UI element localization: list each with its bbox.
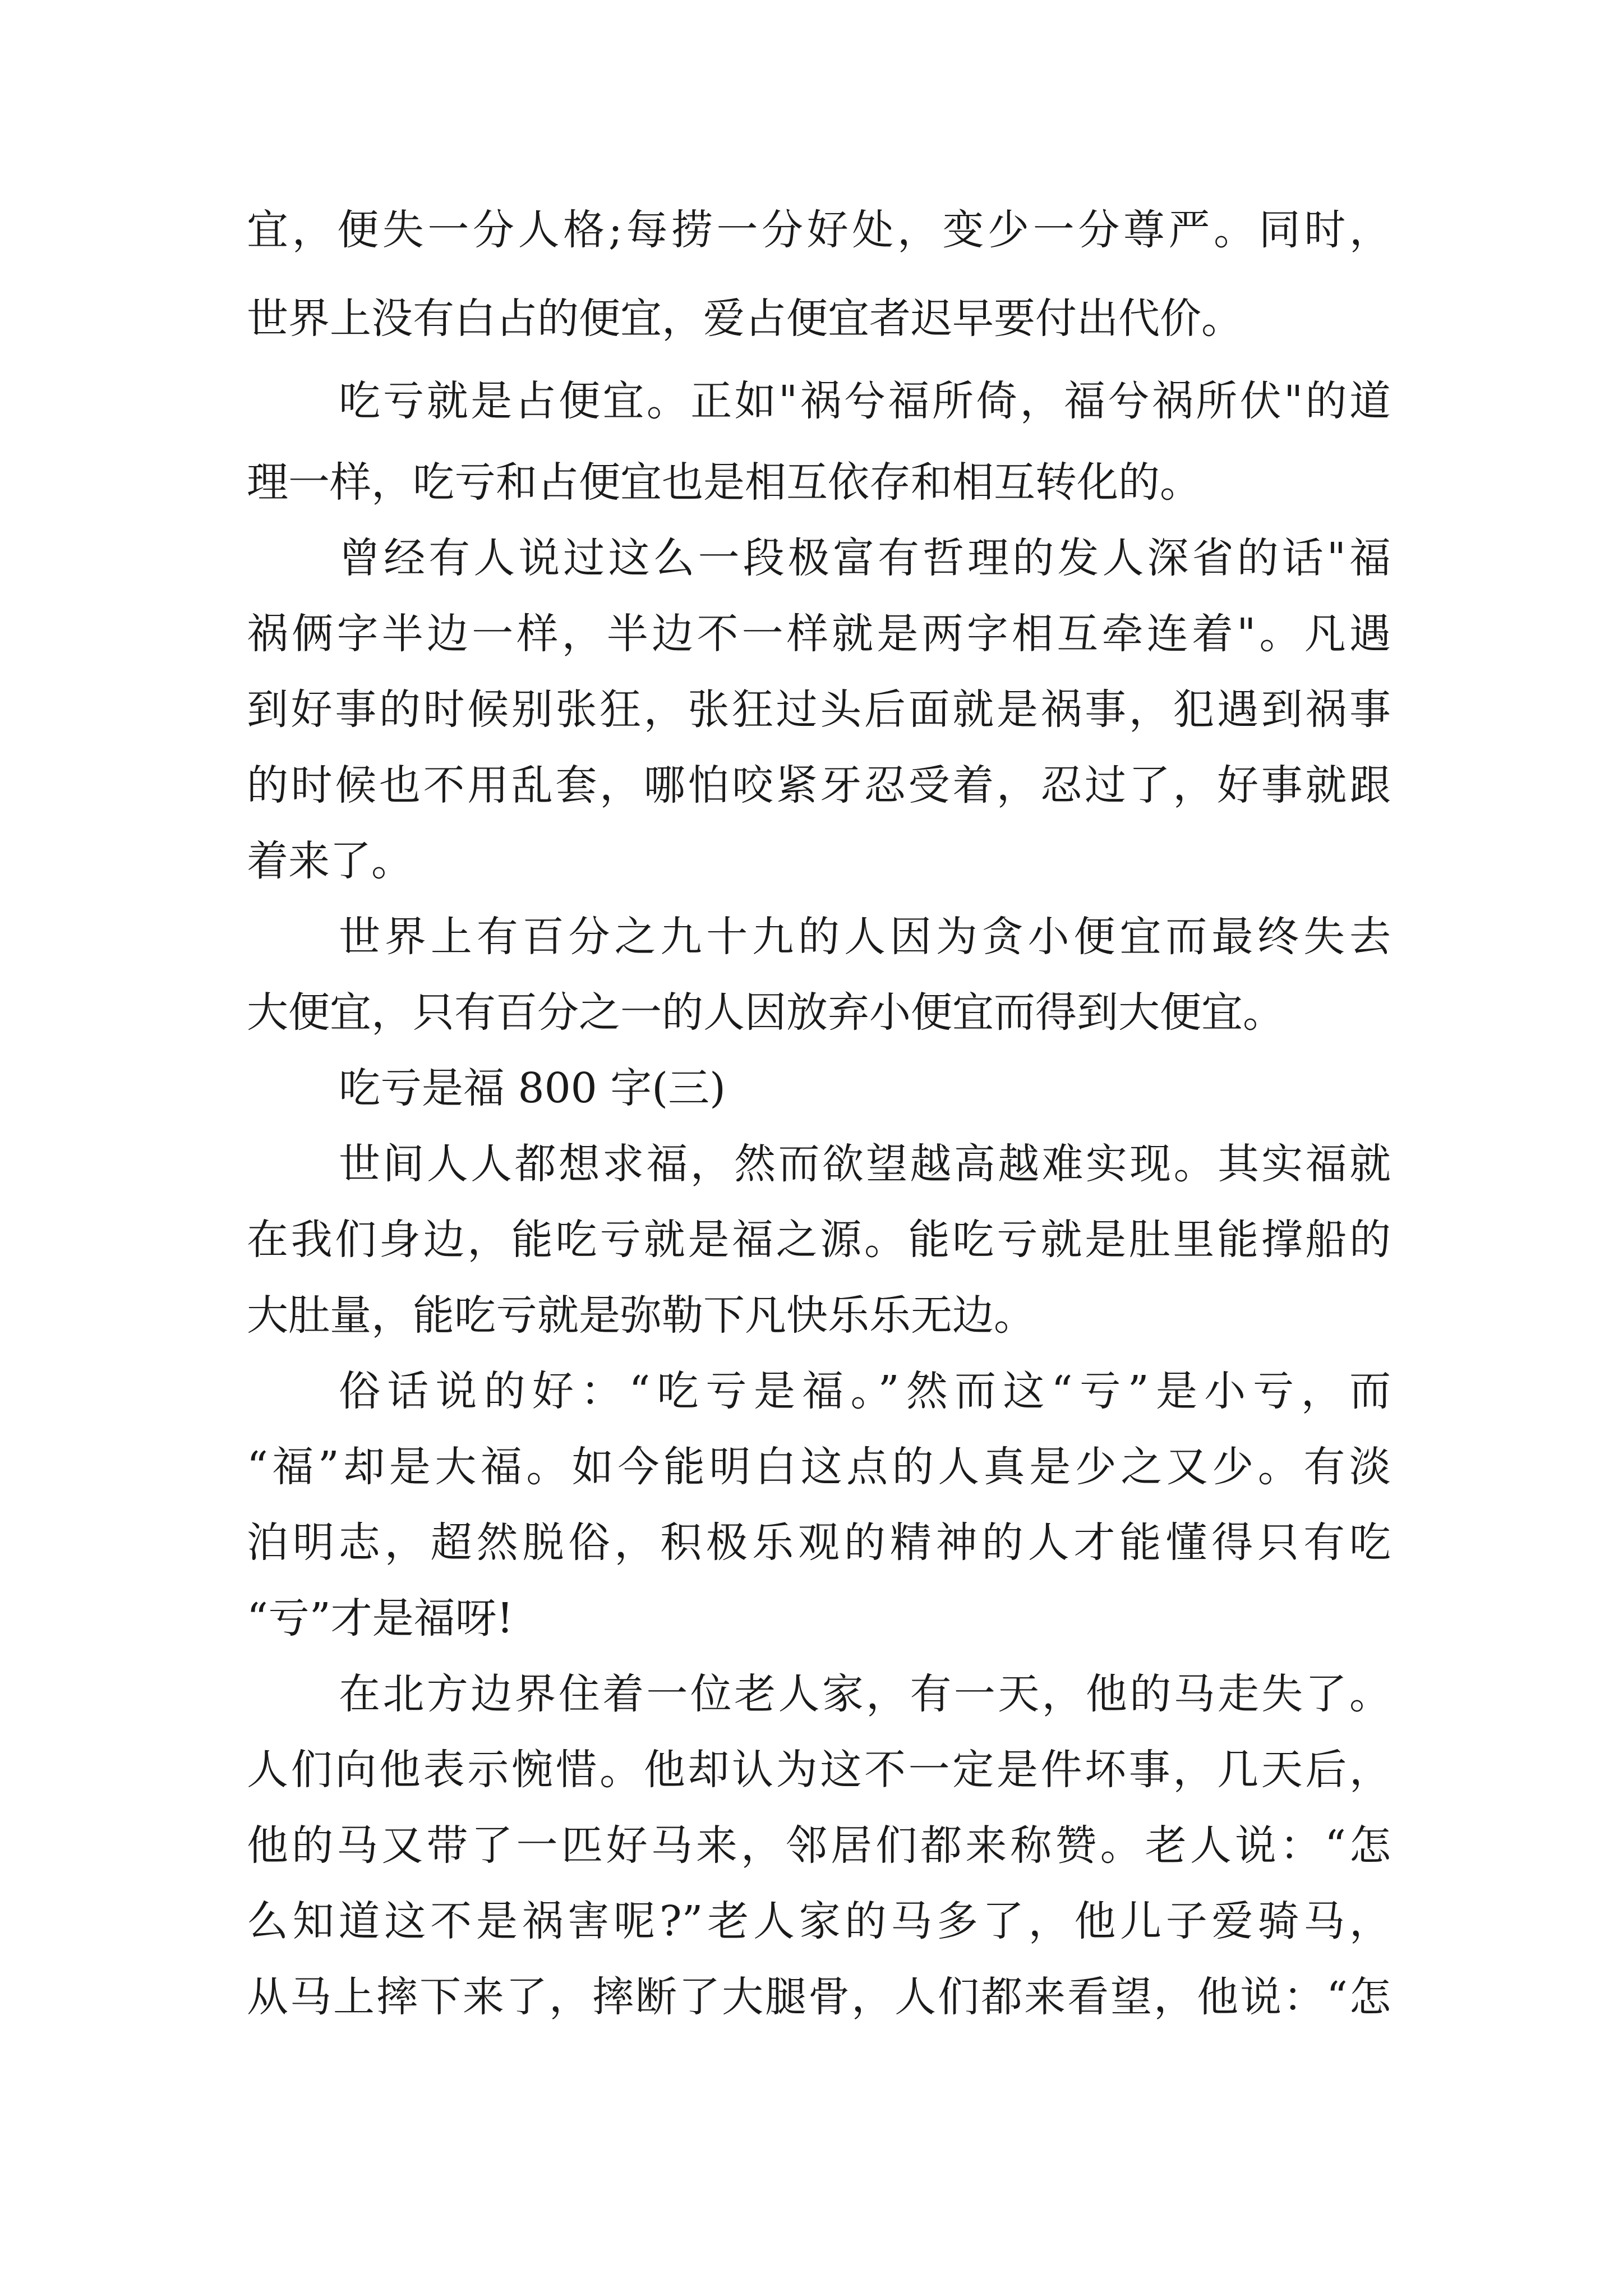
text-line: 大便宜，只有百分之一的人因放弃小便宜而得到大便宜。 — [247, 988, 1284, 1037]
text-line: 从马上摔下来了，摔断了大腿骨，人们都来看望，他说：“怎 — [247, 1973, 1391, 2021]
text-line: “福”却是大福。如今能明白这点的人真是少之又少。有淡 — [247, 1443, 1391, 1491]
text-line: 着来了。 — [247, 837, 413, 885]
text-line: 吃亏就是占便宜。正如"祸兮福所倚，福兮祸所伏"的道 — [339, 377, 1391, 425]
text-line: 泊明志，超然脱俗，积极乐观的精神的人才能懂得只有吃 — [247, 1519, 1391, 1567]
text-line: 的时候也不用乱套，哪怕咬紧牙忍受着，忍过了，好事就跟 — [247, 761, 1391, 809]
text-line: 世界上有百分之九十九的人因为贪小便宜而最终失去 — [339, 913, 1391, 961]
text-line: 到好事的时候别张狂，张狂过头后面就是祸事，犯遇到祸事 — [247, 685, 1391, 734]
text-line: 世间人人都想求福，然而欲望越高越难实现。其实福就 — [339, 1140, 1391, 1188]
text-line: 在我们身边，能吃亏就是福之源。能吃亏就是肚里能撑船的 — [247, 1216, 1391, 1264]
text-line: “亏”才是福呀! — [247, 1594, 514, 1642]
text-line: 宜，便失一分人格;每捞一分好处，变少一分尊严。同时， — [247, 206, 1391, 254]
text-line: 在北方边界住着一位老人家，有一天，他的马走失了。 — [339, 1670, 1391, 1718]
text-line: 曾经有人说过这么一段极富有哲理的发人深省的话"福 — [339, 534, 1391, 582]
text-line: 么知道这不是祸害呢?”老人家的马多了，他儿子爱骑马， — [247, 1897, 1391, 1945]
text-line: 他的马又带了一匹好马来，邻居们都来称赞。老人说：“怎 — [247, 1821, 1391, 1870]
text-line: 人们向他表示惋惜。他却认为这不一定是件坏事，几天后， — [247, 1746, 1391, 1794]
text-line: 俗话说的好：“吃亏是福。”然而这“亏”是小亏，而 — [339, 1367, 1391, 1415]
text-line: 理一样，吃亏和占便宜也是相互依存和相互转化的。 — [247, 458, 1201, 507]
text-line: 大肚量，能吃亏就是弥勒下凡快乐乐无边。 — [247, 1291, 1035, 1340]
text-line: 世界上没有白占的便宜，爱占便宜者迟早要付出代价。 — [247, 295, 1243, 343]
section-heading: 吃亏是福 800 字(三) — [339, 1064, 726, 1112]
text-line: 祸俩字半边一样，半边不一样就是两字相互牵连着"。凡遇 — [247, 610, 1391, 658]
